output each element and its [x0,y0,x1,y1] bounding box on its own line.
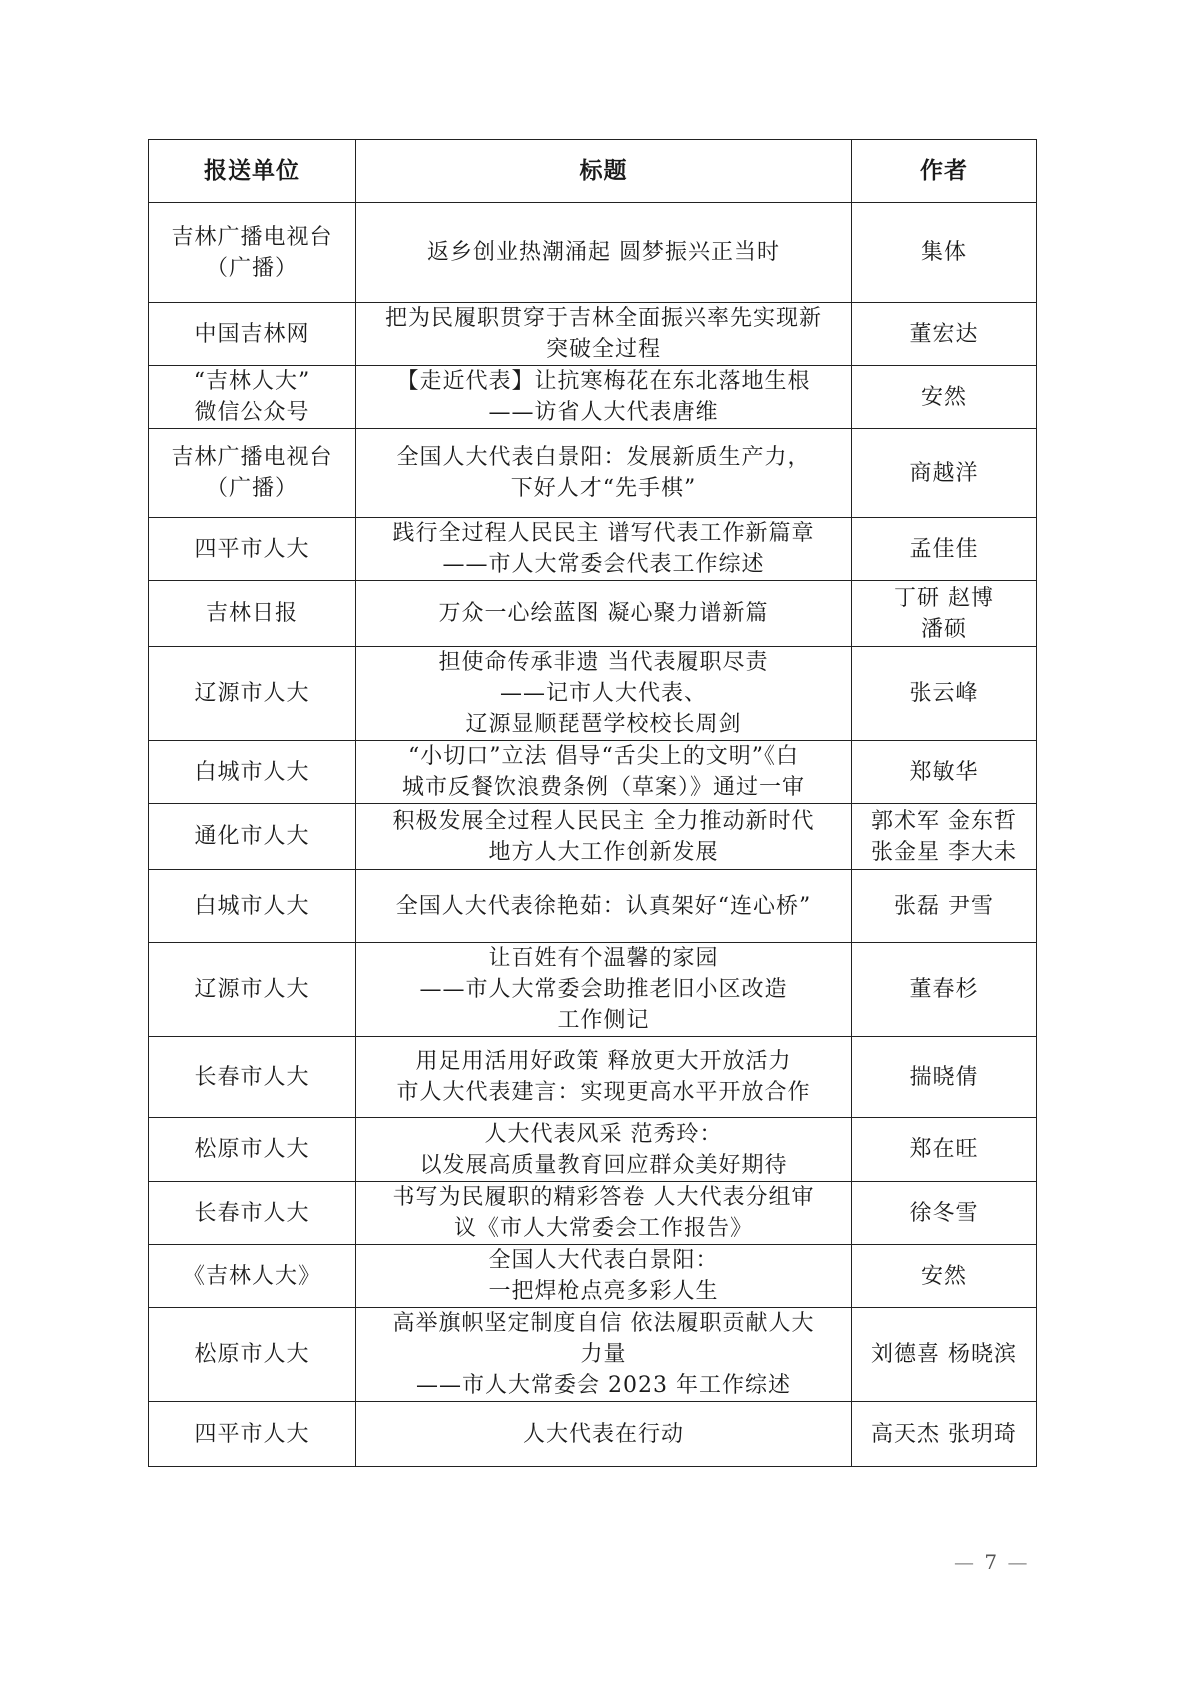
header-unit: 报送单位 [149,140,356,203]
cell-author [852,203,1037,303]
cell-author-line: 董宏达 [909,321,979,347]
page-number-value: 7 [984,1550,1000,1574]
cell-unit [149,366,356,429]
cell-title [356,1308,852,1402]
cell-author [852,804,1037,870]
cell-author [852,1308,1037,1402]
cell-title [356,303,852,366]
cell-author [852,303,1037,366]
cell-title-line: 【走近代表】让抗寒梅花在东北落地生根 [396,369,811,394]
table-row [149,804,1037,870]
cell-title [356,943,852,1037]
cell-title [356,741,852,804]
cell-author-line: 安然 [920,1263,967,1289]
cell-unit [149,303,356,366]
table-row [149,203,1037,303]
cell-unit-line: 吉林日报 [205,601,298,626]
cell-title-line: “小切口”立法 倡导“舌尖上的文明”《白 [408,744,799,769]
cell-author-line: 郑在旺 [909,1137,979,1162]
cell-author-line: 徐冬雪 [909,1200,979,1226]
table-row [149,1402,1037,1467]
cell-author [852,1245,1037,1308]
cell-title [356,647,852,741]
cell-author [852,429,1037,518]
cell-author-line: 郭术军 金东哲 [871,808,1017,834]
table-row [149,741,1037,804]
cell-author-line: 高天杰 张玥琦 [871,1421,1017,1447]
cell-author-line: 董春杉 [909,977,979,1002]
cell-title-line: 让百姓有个温馨的家园 [488,946,719,971]
cell-author-line: 张金星 李大未 [871,839,1017,865]
table-row [149,870,1037,943]
cell-author [852,518,1037,581]
header-author: 作者 [852,140,1037,203]
cell-title-line: 地方人大工作创新发展 [488,839,719,865]
cell-unit [149,647,356,741]
cell-title [356,1118,852,1182]
cell-unit [149,804,356,870]
cell-author [852,870,1037,943]
cell-title [356,366,852,429]
cell-unit-line: 四平市人大 [194,536,310,562]
table-row [149,518,1037,581]
cell-unit [149,203,356,303]
cell-title [356,1182,852,1245]
cell-unit [149,1118,356,1182]
cell-title-line: 力量 [580,1342,627,1367]
table-row [149,581,1037,647]
header-title: 标题 [356,140,852,203]
cell-unit-line: 四平市人大 [194,1421,310,1447]
cell-title-line: 工作侧记 [557,1008,650,1033]
cell-title-line: 一把焊枪点亮多彩人生 [488,1279,719,1304]
table-header-row [149,140,1037,203]
table-row [149,366,1037,429]
cell-unit-line: 微信公众号 [194,400,310,425]
cell-unit-line: 《吉林人大》 [182,1263,321,1289]
cell-unit-line: “吉林人大” [193,369,311,394]
cell-author-line: 丁研 赵博 [894,585,994,611]
cell-title-line: 书写为民履职的精彩答卷 人大代表分组审 [392,1185,815,1210]
cell-title-line: 以发展高质量教育回应群众美好期待 [419,1152,788,1178]
table-row [149,303,1037,366]
cell-title-line: 全国人大代表白景阳：发展新质生产力， [396,445,811,470]
cell-title [356,203,852,303]
cell-title [356,429,852,518]
cell-title-line: 高举旗帜坚定制度自信 依法履职贡献人大 [392,1311,815,1336]
cell-title-line: 把为民履职贯穿于吉林全面振兴率先实现新 [384,306,822,331]
report-table-container [148,139,1036,1467]
cell-unit [149,1308,356,1402]
cell-unit-line: 吉林广播电视台 [171,445,333,470]
cell-unit [149,741,356,804]
cell-unit [149,1245,356,1308]
cell-title-line: ——市人大常委会 2023 年工作综述 [416,1373,791,1398]
cell-unit [149,1402,356,1467]
cell-title-line: 人大代表在行动 [522,1421,684,1447]
cell-author [852,1118,1037,1182]
cell-author-line: 张云峰 [909,681,979,706]
cell-author-line: 揣晓倩 [909,1064,979,1090]
cell-title [356,581,852,647]
cell-author [852,943,1037,1037]
cell-author-line: 潘硕 [920,616,967,642]
cell-author [852,581,1037,647]
cell-unit-line: （广播） [205,476,298,501]
cell-title-line: 城市反餐饮浪费条例（草案）》通过一审 [401,775,805,800]
cell-unit [149,581,356,647]
cell-unit-line: 吉林广播电视台 [171,224,333,250]
cell-author-line: 孟佳佳 [909,536,979,562]
cell-unit-line: 中国吉林网 [194,321,310,347]
cell-title [356,870,852,943]
table-row [149,429,1037,518]
cell-title-line: 人大代表风采 范秀玲： [484,1121,723,1147]
cell-author-line: 集体 [920,240,967,265]
cell-title-line: ——市人大常委会代表工作综述 [442,552,765,577]
cell-author-line: 商越洋 [909,460,979,486]
cell-author [852,1037,1037,1118]
cell-unit-line: 白城市人大 [194,759,310,785]
cell-title-line: ——记市人大代表、 [499,681,707,706]
cell-author [852,647,1037,741]
cell-title [356,1245,852,1308]
cell-unit-line: 白城市人大 [194,893,310,919]
cell-title-line: 返乡创业热潮涌起 圆梦振兴正当时 [427,240,780,265]
cell-title-line: 积极发展全过程人民民主 全力推动新时代 [392,808,815,834]
report-table [148,139,1037,1467]
table-row [149,1037,1037,1118]
cell-unit [149,1037,356,1118]
cell-title [356,804,852,870]
cell-title-line: 用足用活用好政策 释放更大开放活力 [415,1049,792,1074]
cell-title-line: 践行全过程人民民主 谱写代表工作新篇章 [392,521,815,546]
cell-unit-line: 长春市人大 [194,1200,310,1226]
cell-title-line: 市人大代表建言：实现更高水平开放合作 [396,1080,811,1105]
page-number: — 7 — [954,1550,1030,1574]
cell-author [852,741,1037,804]
cell-unit-line: 松原市人大 [194,1342,310,1367]
cell-unit [149,943,356,1037]
cell-unit [149,1182,356,1245]
cell-unit [149,429,356,518]
cell-author-line: 刘德喜 杨晓滨 [871,1342,1017,1367]
cell-author [852,1402,1037,1467]
cell-title-line: 担使命传承非遗 当代表履职尽责 [438,650,769,675]
cell-title-line: 全国人大代表白景阳： [488,1248,719,1273]
cell-title [356,1037,852,1118]
cell-unit-line: 辽源市人大 [194,681,310,706]
table-row [149,1182,1037,1245]
cell-author [852,1182,1037,1245]
cell-title-line: 下好人才“先手棋” [510,476,697,501]
table-body [149,203,1037,1467]
table-row [149,647,1037,741]
cell-unit-line: 通化市人大 [194,824,310,849]
cell-title-line: 辽源显顺琵琶学校校长周剑 [465,712,742,737]
cell-title-line: ——市人大常委会助推老旧小区改造 [419,977,788,1002]
cell-author-line: 郑敏华 [909,759,979,785]
cell-unit-line: 松原市人大 [194,1137,310,1162]
table-row [149,943,1037,1037]
cell-author-line: 安然 [920,384,967,410]
cell-unit-line: （广播） [205,255,298,281]
cell-title-line: ——访省人大代表唐维 [488,400,719,425]
cell-title [356,1402,852,1467]
cell-title-line: 全国人大代表徐艳茹：认真架好“连心桥” [395,893,812,919]
cell-title-line: 议《市人大常委会工作报告》 [453,1216,753,1241]
cell-unit [149,870,356,943]
cell-unit-line: 长春市人大 [194,1064,310,1090]
cell-title [356,518,852,581]
table-row [149,1118,1037,1182]
cell-title-line: 突破全过程 [545,337,661,362]
table-row [149,1308,1037,1402]
cell-unit-line: 辽源市人大 [194,977,310,1002]
cell-author-line: 张磊 尹雪 [894,893,994,919]
cell-unit [149,518,356,581]
cell-title-line: 万众一心绘蓝图 凝心聚力谱新篇 [438,601,769,626]
table-row [149,1245,1037,1308]
cell-author [852,366,1037,429]
